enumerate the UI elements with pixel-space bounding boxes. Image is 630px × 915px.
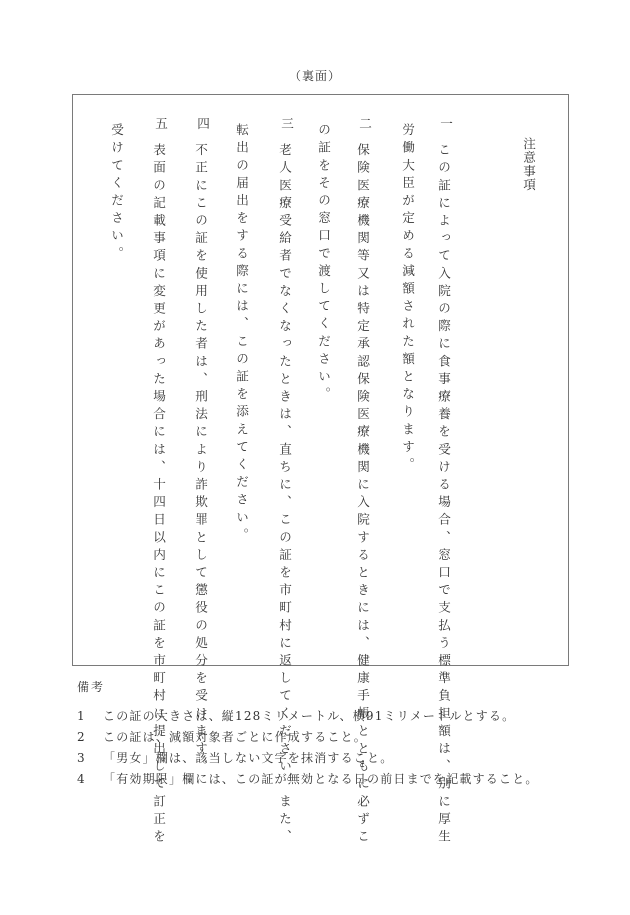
- remark-item: [77, 726, 539, 747]
- item-2-number: 二: [357, 117, 372, 130]
- remark-item: [77, 705, 539, 726]
- item-5-line-1: 表面の記載事項に変更があった場合には、十四日以内にこの証を市町村に提出して訂正を: [151, 143, 166, 847]
- item-1-line-2: 労働大臣が定める減額された額となります。: [400, 123, 415, 475]
- item-2-line-1: 保険医療機関等又は特定承認保険医療機関に入院するときには、健康手帳とともに必ずこ: [355, 143, 370, 847]
- item-1-number: 一: [438, 117, 453, 130]
- remark-text: この証の大きさは、縦128ミリメートル、横91ミリメートルとする。: [103, 709, 516, 723]
- remarks-section: [77, 678, 539, 789]
- remarks-title: 備考: [77, 680, 106, 694]
- item-1-line-1: この証によって入院の際に食事療養を受ける場合、窓口で支払う標準負担額は、別に厚生: [436, 143, 451, 847]
- remark-number: 2: [77, 729, 86, 744]
- item-2-line-2: の証をその窓口で渡してください。: [316, 123, 331, 405]
- remark-text: 「男女」欄は、該当しない文字を抹消すること。: [103, 751, 394, 765]
- item-3-line-2: 転出の届出をする際には、この証を添えてください。: [234, 123, 249, 546]
- item-4-line-1: 不正にこの証を使用した者は、刑法により詐欺罪として懲役の処分を受けます。: [193, 143, 208, 777]
- item-5-number: 五: [153, 117, 168, 130]
- remark-number: 3: [77, 750, 86, 765]
- remark-number: 4: [77, 771, 86, 786]
- remark-number: 1: [77, 708, 86, 723]
- remark-text: 「有効期限」欄には、この証が無効となる日の前日までを記載すること。: [103, 772, 539, 786]
- notice-title: 注意事項: [521, 137, 536, 192]
- item-3-number: 三: [279, 117, 294, 130]
- item-4-number: 四: [195, 117, 210, 130]
- page-label-reverse-side: （裏面）: [288, 69, 341, 83]
- remark-text: この証は、減額対象者ごとに作成すること。: [103, 730, 368, 744]
- remark-item: [77, 768, 539, 789]
- item-3-line-1: 老人医療受給者でなくなったときは、直ちに、この証を市町村に返してください。また、: [277, 143, 292, 847]
- item-5-line-2: 受けてください。: [109, 123, 124, 264]
- remark-item: [77, 747, 539, 768]
